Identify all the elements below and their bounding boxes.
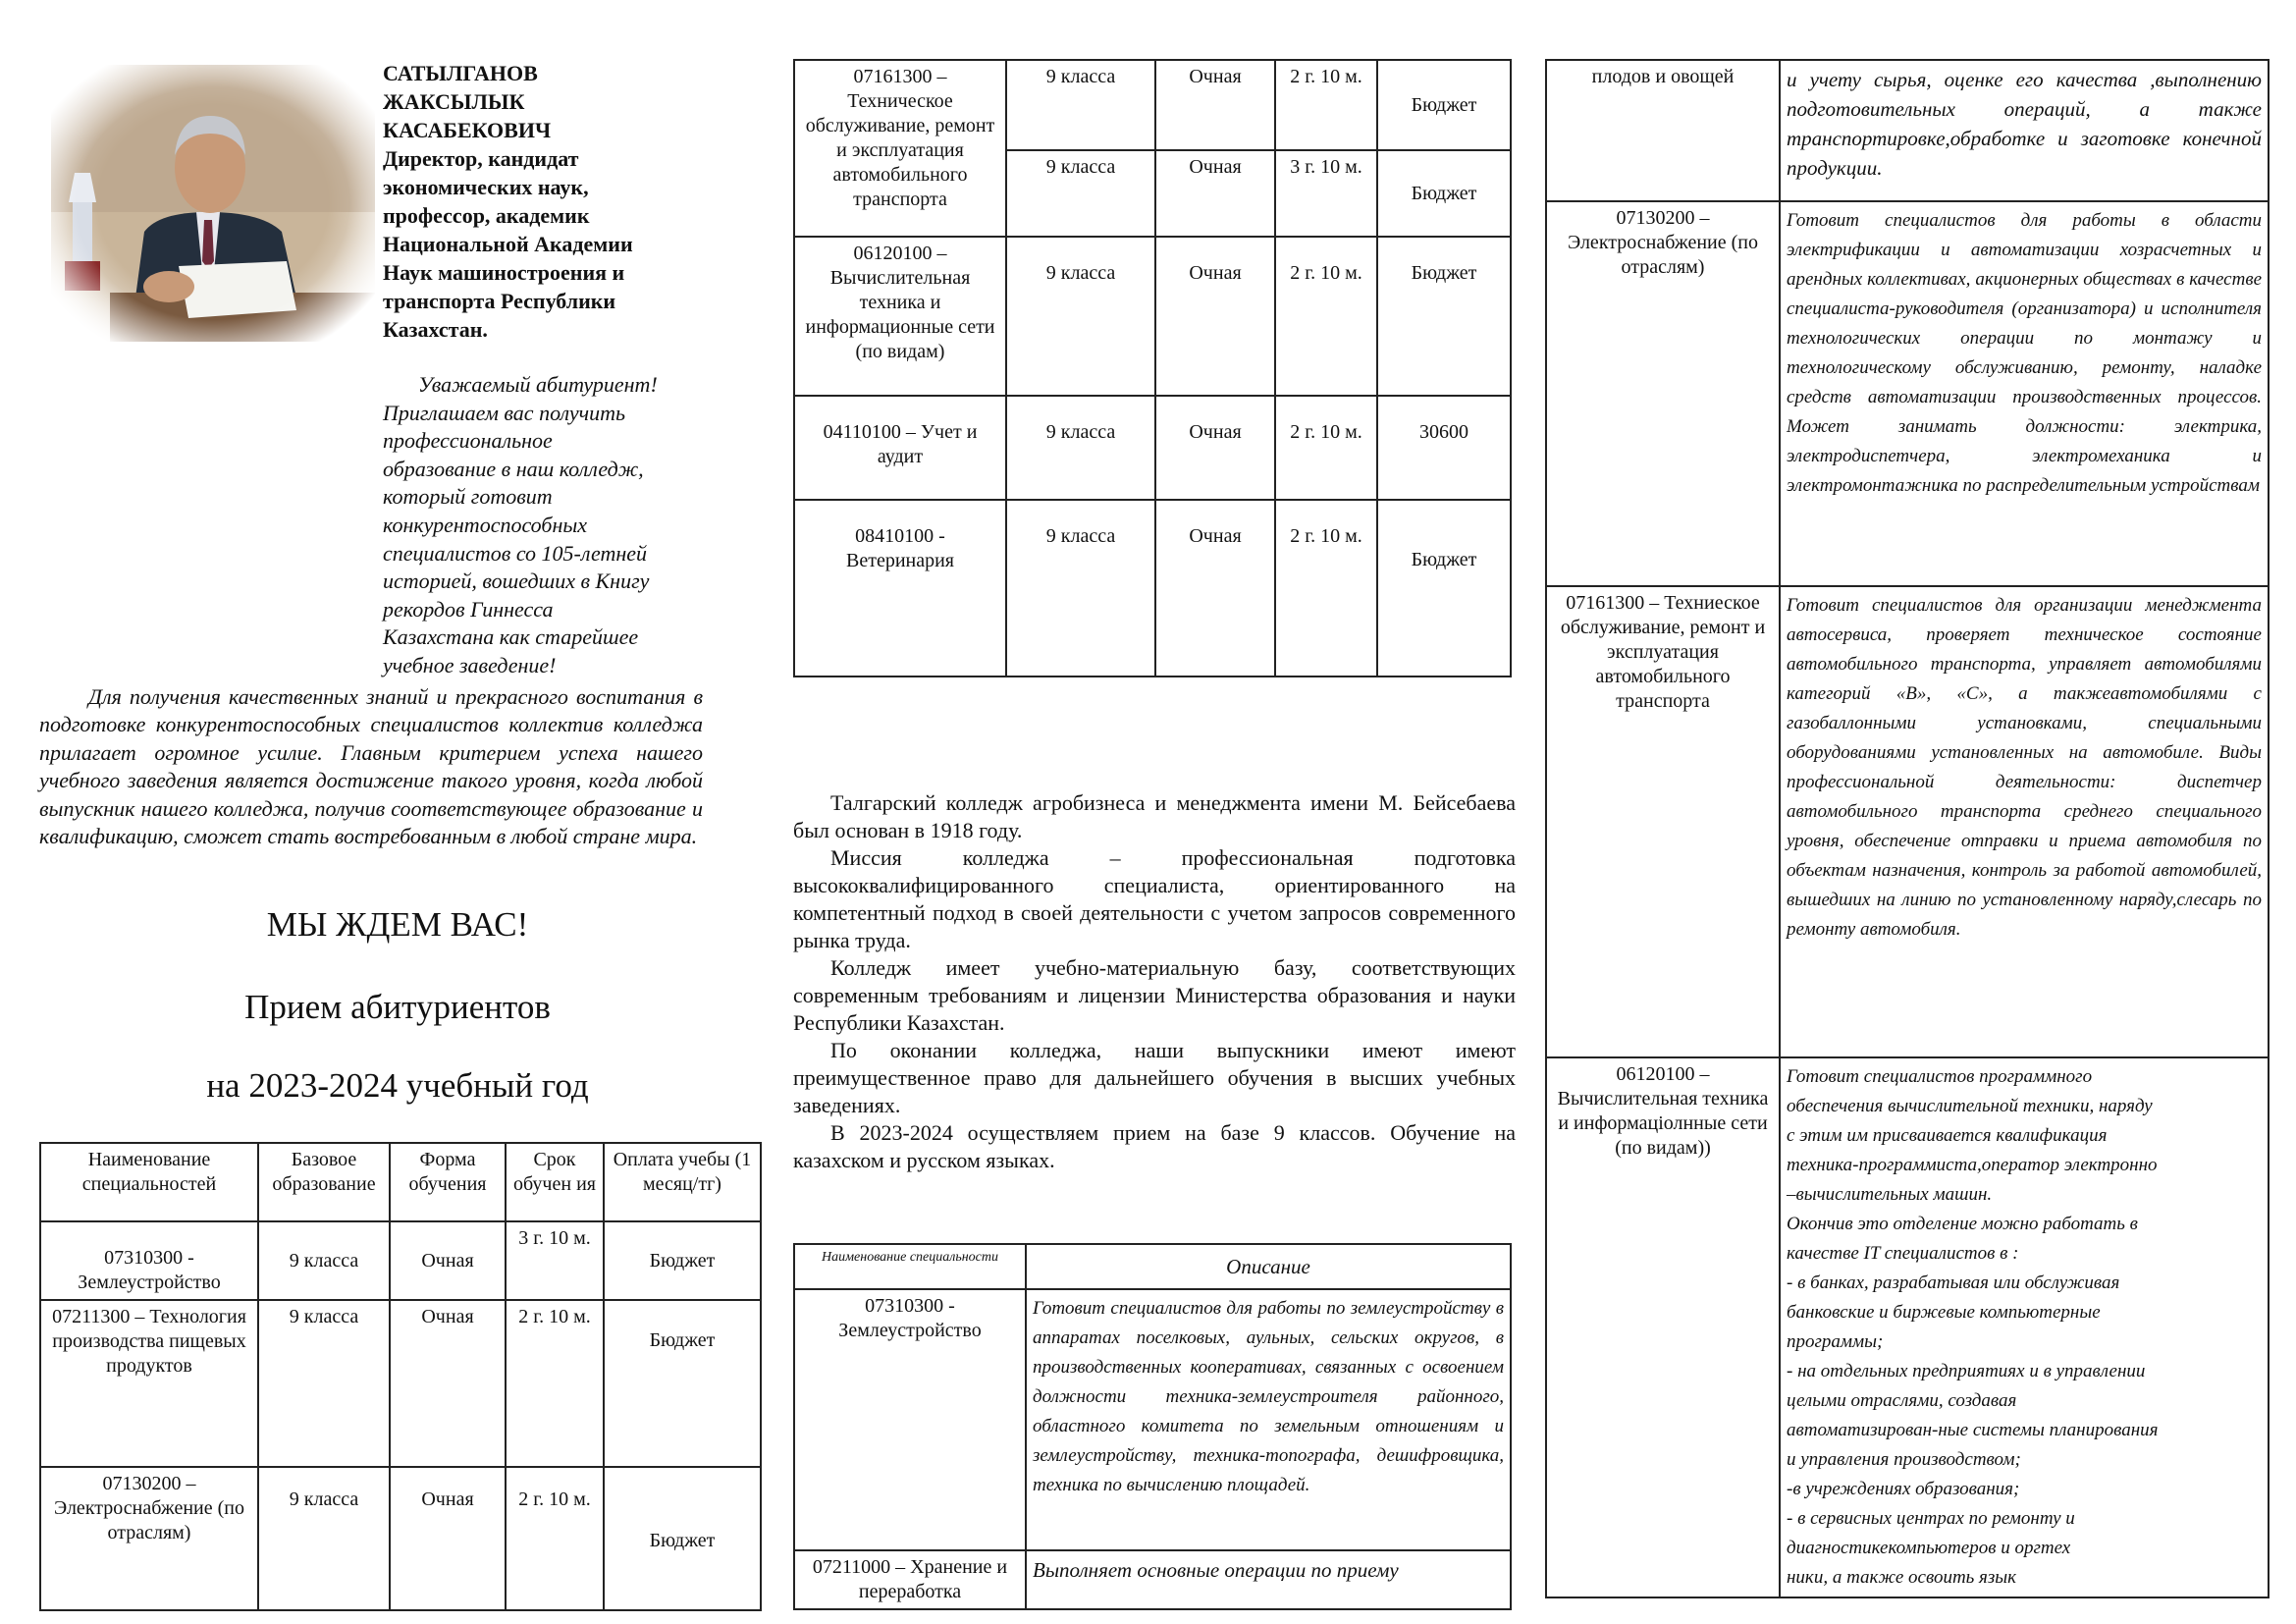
- cell-term: 2 г. 10 м.: [1275, 237, 1377, 396]
- welcome-line: профессиональное: [383, 428, 553, 454]
- cell-specialty: 07211000 – Хранение и переработка: [794, 1550, 1026, 1609]
- description-line: и управления производством;: [1787, 1449, 2021, 1470]
- table-row: [1546, 60, 2269, 201]
- header-study-form: Форма обучения: [390, 1143, 506, 1221]
- cell-specialty: 07161300 – Техниеское обслуживание, ремонт и эксплуатация автомобильного транспорта: [1546, 586, 1780, 1057]
- director-photo: [51, 65, 375, 342]
- cell-specialty: 07130200 – Электроснабжение (по отраслям): [40, 1467, 258, 1610]
- about-paragraph: Талгарский колледж агробизнеса и менеджмента имени М. Бейсебаева был основан в 1918 году.: [793, 790, 1516, 842]
- director-title-line: профессор, академик: [383, 203, 590, 228]
- cell-pay: Бюджет: [1377, 500, 1511, 677]
- cell-specialty: 08410100 - Ветеринария: [794, 500, 1006, 677]
- intro-paragraph: Для получения качественных знаний и прекрасного воспитания в подготовке конкурентоспособных специалистов коллектив колледжа прилагает огромное усилие. Главным критерием успеха нашего учебного заведения является достижение такого уровня, когда любой выпускник нашего колледжа, получив соответствующее образование и квалификацию, сможет стать востребованным в любой стране мира.: [39, 684, 703, 849]
- table-header-row: [794, 1244, 1511, 1289]
- about-paragraph: Миссия колледжа – профессиональная подготовка высококвалифицированного специалиста, ориентированного на компетентный подход в своей деятельности с учетом запросов современного рынка труда.: [793, 845, 1516, 952]
- welcome-line: Казахстана как старейшее: [383, 624, 639, 650]
- cell-term: 2 г. 10 м.: [506, 1467, 604, 1610]
- description-line: –вычислительных машин.: [1787, 1184, 1993, 1205]
- cell-base: 9 класса: [258, 1467, 390, 1610]
- description-line: - на отдельных предприятиях и в управлении: [1787, 1361, 2146, 1381]
- cell-base: 9 класса: [1006, 60, 1155, 150]
- cell-specialty: 07211300 – Технология производства пищевых продуктов: [40, 1300, 258, 1467]
- welcome-message: [383, 371, 702, 680]
- cell-term: 2 г. 10 м.: [1275, 396, 1377, 500]
- director-title-line: экономических наук,: [383, 175, 589, 199]
- cell-pay: Бюджет: [604, 1221, 761, 1300]
- about-paragraph: По оконании колледжа, наши выпускники имеют имеют преимущественное право для дальнейшего обучения в высших учебных заведениях.: [793, 1038, 1516, 1117]
- director-title-line: Казахстан.: [383, 317, 488, 342]
- cell-specialty: 07130200 – Электроснабжение (по отраслям): [1546, 201, 1780, 586]
- welcome-line: Уважаемый абитуриент!: [418, 372, 658, 397]
- description-line: - в сервисных центрах по ремонту и: [1787, 1508, 2075, 1529]
- cell-form: Очная: [1155, 500, 1275, 677]
- cell-pay: Бюджет: [1377, 150, 1511, 237]
- description-line: техника-программиста,оператор электронно: [1787, 1155, 2158, 1175]
- cell-pay: Бюджет: [604, 1467, 761, 1610]
- description-line: банковские и биржевые компьютерные: [1787, 1302, 2101, 1323]
- description-line: программы;: [1787, 1331, 1884, 1352]
- cell-term: 3 г. 10 м.: [1275, 150, 1377, 237]
- table-row: [40, 1300, 761, 1467]
- description-line: -в учреждениях образования;: [1787, 1479, 2020, 1499]
- table-row: [794, 1289, 1511, 1550]
- cell-base: 9 класса: [258, 1300, 390, 1467]
- specialty-description-table: [793, 1243, 1512, 1610]
- cell-form: Очная: [1155, 396, 1275, 500]
- welcome-line: который готовит: [383, 484, 553, 510]
- cell-term: 2 г. 10 м.: [1275, 500, 1377, 677]
- cell-base: 9 класса: [1006, 396, 1155, 500]
- header-specialty: Наименование специальностей: [40, 1143, 258, 1221]
- cell-pay: Бюджет: [1377, 237, 1511, 396]
- about-paragraph: В 2023-2024 осуществляем прием на базе 9 классов. Обучение на казахском и русском языках.: [793, 1120, 1516, 1172]
- cell-specialty: 07310300 - Землеустройство: [794, 1289, 1026, 1550]
- cell-base: 9 класса: [258, 1221, 390, 1300]
- table-row: [1546, 1057, 2269, 1597]
- cell-specialty: 06120100 – Вычислительная техника и информацiолнные сети (по видам)): [1546, 1057, 1780, 1597]
- admission-heading: Прием абитуриентов: [244, 988, 551, 1026]
- cell-pay: Бюджет: [604, 1300, 761, 1467]
- table-row: [794, 237, 1511, 396]
- cell-description: Готовит специалистов для работы по землеустройству в аппаратах поселковых, аульных, сельских округов, в производственных кооперативах, связанных с освоением должности техника-землеустроителя районного, областного комитета по земельным отношениям и землеустройству, техника-топографа, дешифровщика, техника по вычислению площадей.: [1026, 1289, 1511, 1550]
- about-college: [793, 789, 1516, 1174]
- specialty-description-table-continued: [1545, 59, 2269, 1598]
- admission-table: [39, 1142, 762, 1611]
- table-row: [1546, 201, 2269, 586]
- director-title-line: Наук машиностроения и: [383, 260, 625, 285]
- cell-form: Очная: [390, 1300, 506, 1467]
- cell-specialty: 04110100 – Учет и аудит: [794, 396, 1006, 500]
- cell-specialty: 06120100 – Вычислительная техника и информационные сети (по видам): [794, 237, 1006, 396]
- director-name-line: САТЫЛГАНОВ: [383, 61, 538, 85]
- table-row: [794, 1550, 1511, 1609]
- table-header-row: [40, 1143, 761, 1221]
- welcome-line: учебное заведение!: [383, 652, 557, 677]
- cell-base: 9 класса: [1006, 150, 1155, 237]
- cell-description: Готовит специалистов для работы в области электрификации и автоматизации хозрасчетных и арендных коллективах, акционерных обществах в качестве специалиста-руководителя (организатора) и исполнителя технологических операции по монтажу и технологическому обслуживанию, ремонту, наладке средств автоматизации производственных процессов. Может занимать должности: электрика, электродиспетчера, электромеханика и электромонтажника по распределительным устройствам: [1780, 201, 2269, 586]
- cell-specialty: 07161300 – Техническое обслуживание, ремонт и эксплуатация автомобильного транспорта: [794, 60, 1006, 237]
- we-wait-heading: МЫ ЖДЕМ ВАС!: [266, 905, 529, 944]
- about-paragraph: Колледж имеет учебно-материальную базу, соответствующих современным требованиям и лицензии Министерства образования и науки Республики Казахстан.: [793, 955, 1516, 1035]
- table-row: [794, 500, 1511, 677]
- description-line: ники, а также освоить язык: [1787, 1567, 2017, 1588]
- cell-specialty: 07310300 - Землеустройство: [40, 1221, 258, 1300]
- year-heading: на 2023-2024 учебный год: [206, 1066, 589, 1105]
- cell-form: Очная: [390, 1467, 506, 1610]
- header-payment: Оплата учебы (1 месяц/тг): [604, 1143, 761, 1221]
- description-line: целыми отраслями, создавая: [1787, 1390, 2017, 1411]
- table-row: [1546, 586, 2269, 1057]
- welcome-line: рекордов Гиннесса: [383, 596, 554, 622]
- header-base-education: Базовое образование: [258, 1143, 390, 1221]
- admission-table-continued: [793, 59, 1512, 677]
- description-line: Готовит специалистов программного: [1787, 1066, 2093, 1087]
- director-title-line: транспорта Республики: [383, 289, 616, 313]
- cell-description: и учету сырья, оценке его качества ,выполнению подготовительных операций, а также транспортировке,обработке и заготовке конечной продукции.: [1780, 60, 2269, 201]
- cell-description: Готовит специалистов для организации менеджмента автосервиса, проверяет техническое состояние автомобильного транспорта, управляет автомобилями категорий «В», «С», а такжеавтомобилями с газобаллонными установками, специальными оборудованиями установленных на автомобиле. Виды профессиональной деятельности: диспетчер автомобильного транспорта среднего специального уровня, обеспечение отправки и приема автомобиля по объектам назначения, контроль за работой автомобилей, вышедших на линию по установленному наряду,слесарь по ремонту автомобиля.: [1780, 586, 2269, 1057]
- director-name-block: [383, 59, 707, 344]
- cell-form: Очная: [1155, 150, 1275, 237]
- description-line: обеспечения вычислительной техники, наряду: [1787, 1096, 2153, 1116]
- cell-form: Очная: [390, 1221, 506, 1300]
- description-line: с этим им присваивается квалификация: [1787, 1125, 2108, 1146]
- description-line: диагностикекомпьютеров и оргтех: [1787, 1538, 2071, 1558]
- director-name-line: КАСАБЕКОВИЧ: [383, 118, 552, 142]
- welcome-line: конкурентоспособных: [383, 512, 588, 537]
- cell-base: 9 класса: [1006, 500, 1155, 677]
- cell-description: [1780, 1057, 2269, 1597]
- header-study-term: Срок обучен ия: [506, 1143, 604, 1221]
- description-line: автоматизирован-ные системы планирования: [1787, 1420, 2159, 1440]
- cell-form: Очная: [1155, 237, 1275, 396]
- director-title-line: Национальной Академии: [383, 232, 633, 256]
- welcome-line: историей, вошедших в Книгу: [383, 568, 650, 594]
- cell-pay: 30600: [1377, 396, 1511, 500]
- cell-description: Выполняет основные операции по приему: [1026, 1550, 1511, 1609]
- description-line: - в банках, разрабатывая или обслуживая: [1787, 1272, 2120, 1293]
- table-row: [794, 396, 1511, 500]
- welcome-line: образование в наш колледж,: [383, 456, 644, 481]
- cell-term: 2 г. 10 м.: [506, 1300, 604, 1467]
- cell-pay: Бюджет: [1377, 60, 1511, 150]
- table-row: [794, 60, 1511, 150]
- header-description: Описание: [1026, 1244, 1511, 1289]
- welcome-line: специалистов со 105-летней: [383, 540, 648, 566]
- director-title-line: Директор, кандидат: [383, 146, 579, 171]
- director-name-line: ЖАКСЫЛЫК: [383, 89, 525, 114]
- description-line: Окончив это отделение можно работать в: [1787, 1214, 2138, 1234]
- table-row: [40, 1467, 761, 1610]
- cell-form: Очная: [1155, 60, 1275, 150]
- header-specialty: Наименование специальности: [794, 1244, 1026, 1289]
- cell-base: 9 класса: [1006, 237, 1155, 396]
- welcome-line: Приглашаем вас получить: [383, 400, 625, 425]
- description-line: качестве IT специалистов в :: [1787, 1243, 2019, 1264]
- table-row: [40, 1221, 761, 1300]
- cell-term: 2 г. 10 м.: [1275, 60, 1377, 150]
- cell-specialty: плодов и овощей: [1546, 60, 1780, 201]
- cell-term: 3 г. 10 м.: [506, 1221, 604, 1300]
